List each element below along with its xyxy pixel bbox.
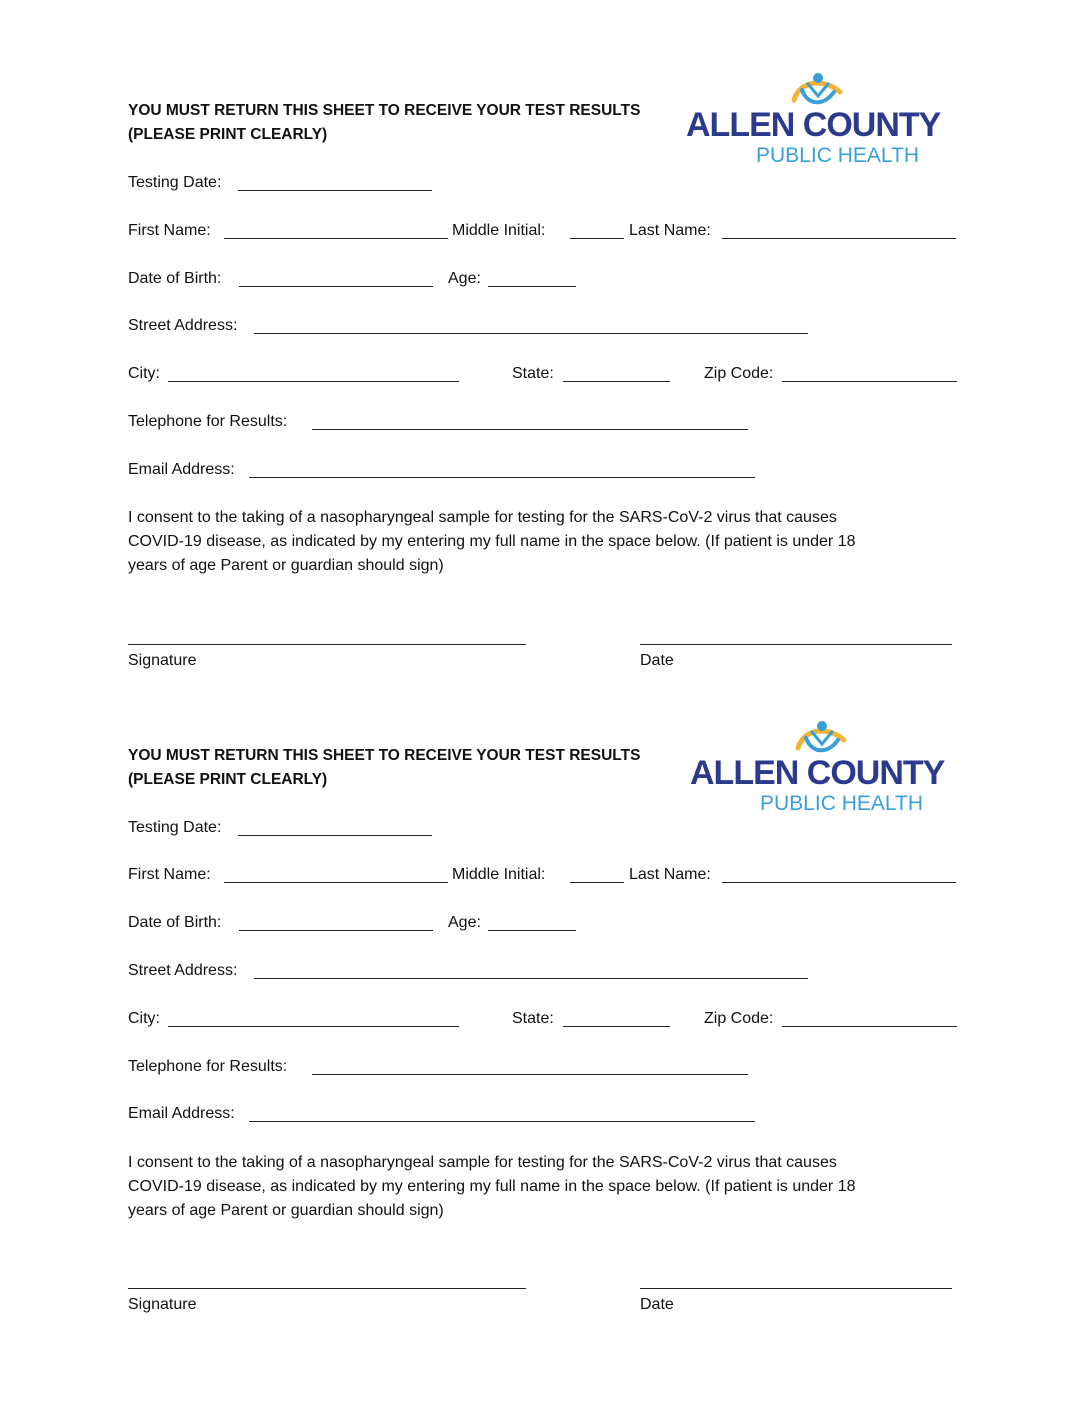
testing-date-label: Testing Date: <box>128 174 222 191</box>
middle-initial-label: Middle Initial: <box>452 866 546 883</box>
dob-label: Date of Birth: <box>128 914 222 931</box>
consent-line-2: COVID-19 disease, as indicated by my entering my full name in the space below. (If patient is under 18 <box>128 533 856 550</box>
email-field[interactable] <box>249 1121 755 1122</box>
signature-label: Signature <box>128 652 197 669</box>
signature-label: Signature <box>128 1296 197 1313</box>
last-name-label: Last Name: <box>629 222 711 239</box>
middle-initial-field[interactable] <box>570 882 624 883</box>
street-address-label: Street Address: <box>128 962 238 979</box>
signature-date-label: Date <box>640 652 674 669</box>
allen-county-public-health-logo <box>684 70 1004 170</box>
street-address-label: Street Address: <box>128 317 238 334</box>
city-field[interactable] <box>168 381 459 382</box>
last-name-label: Last Name: <box>629 866 711 883</box>
test-result-form <box>0 0 1088 669</box>
dob-field[interactable] <box>239 286 433 287</box>
age-field[interactable] <box>488 286 576 287</box>
consent-line-2: COVID-19 disease, as indicated by my entering my full name in the space below. (If patient is under 18 <box>128 1178 856 1195</box>
consent-line-1: I consent to the taking of a nasopharyngeal sample for testing for the SARS-CoV-2 virus that causes <box>128 1154 837 1171</box>
age-label: Age: <box>448 270 481 287</box>
allen-county-public-health-logo <box>688 718 1008 818</box>
state-field[interactable] <box>563 381 670 382</box>
form-header-line-2: (PLEASE PRINT CLEARLY) <box>128 126 328 143</box>
consent-line-3: years of age Parent or guardian should sign) <box>128 1202 444 1219</box>
signature-date-label: Date <box>640 1296 674 1313</box>
telephone-label: Telephone for Results: <box>128 1058 288 1075</box>
signature-date-field[interactable] <box>640 1288 952 1289</box>
first-name-label: First Name: <box>128 222 211 239</box>
consent-line-1: I consent to the taking of a nasopharyngeal sample for testing for the SARS-CoV-2 virus that causes <box>128 509 837 526</box>
city-label: City: <box>128 1010 160 1027</box>
form-header-line-1: YOU MUST RETURN THIS SHEET TO RECEIVE YOUR TEST RESULTS <box>128 102 641 119</box>
testing-date-label: Testing Date: <box>128 819 222 836</box>
consent-line-3: years of age Parent or guardian should sign) <box>128 557 444 574</box>
last-name-field[interactable] <box>722 882 956 883</box>
street-address-field[interactable] <box>254 333 808 334</box>
dob-label: Date of Birth: <box>128 270 222 287</box>
telephone-field[interactable] <box>312 429 748 430</box>
street-address-field[interactable] <box>254 978 808 979</box>
middle-initial-field[interactable] <box>570 238 624 239</box>
last-name-field[interactable] <box>722 238 956 239</box>
state-field[interactable] <box>563 1026 670 1027</box>
dob-field[interactable] <box>239 930 433 931</box>
state-label: State: <box>512 365 554 382</box>
form-header-line-2: (PLEASE PRINT CLEARLY) <box>128 771 328 788</box>
signature-field[interactable] <box>128 1288 526 1289</box>
logo-name: ALLEN COUNTY <box>686 106 941 144</box>
state-label: State: <box>512 1010 554 1027</box>
logo-name: ALLEN COUNTY <box>690 754 945 792</box>
email-label: Email Address: <box>128 461 235 478</box>
logo-subtitle: PUBLIC HEALTH <box>756 144 919 167</box>
first-name-label: First Name: <box>128 866 211 883</box>
telephone-label: Telephone for Results: <box>128 413 288 430</box>
logo-subtitle: PUBLIC HEALTH <box>760 792 923 815</box>
city-label: City: <box>128 365 160 382</box>
testing-date-field[interactable] <box>238 190 432 191</box>
zip-code-label: Zip Code: <box>704 1010 774 1027</box>
first-name-field[interactable] <box>224 882 448 883</box>
test-result-form <box>0 644 1088 1313</box>
first-name-field[interactable] <box>224 238 448 239</box>
zip-code-label: Zip Code: <box>704 365 774 382</box>
zip-code-field[interactable] <box>782 381 957 382</box>
consent-text <box>128 1151 958 1223</box>
middle-initial-label: Middle Initial: <box>452 222 546 239</box>
city-field[interactable] <box>168 1026 459 1027</box>
form-header-line-1: YOU MUST RETURN THIS SHEET TO RECEIVE YOUR TEST RESULTS <box>128 747 641 764</box>
zip-code-field[interactable] <box>782 1026 957 1027</box>
age-field[interactable] <box>488 930 576 931</box>
email-label: Email Address: <box>128 1105 235 1122</box>
telephone-field[interactable] <box>312 1074 748 1075</box>
consent-text <box>128 506 958 578</box>
testing-date-field[interactable] <box>238 835 432 836</box>
email-field[interactable] <box>249 477 755 478</box>
age-label: Age: <box>448 914 481 931</box>
